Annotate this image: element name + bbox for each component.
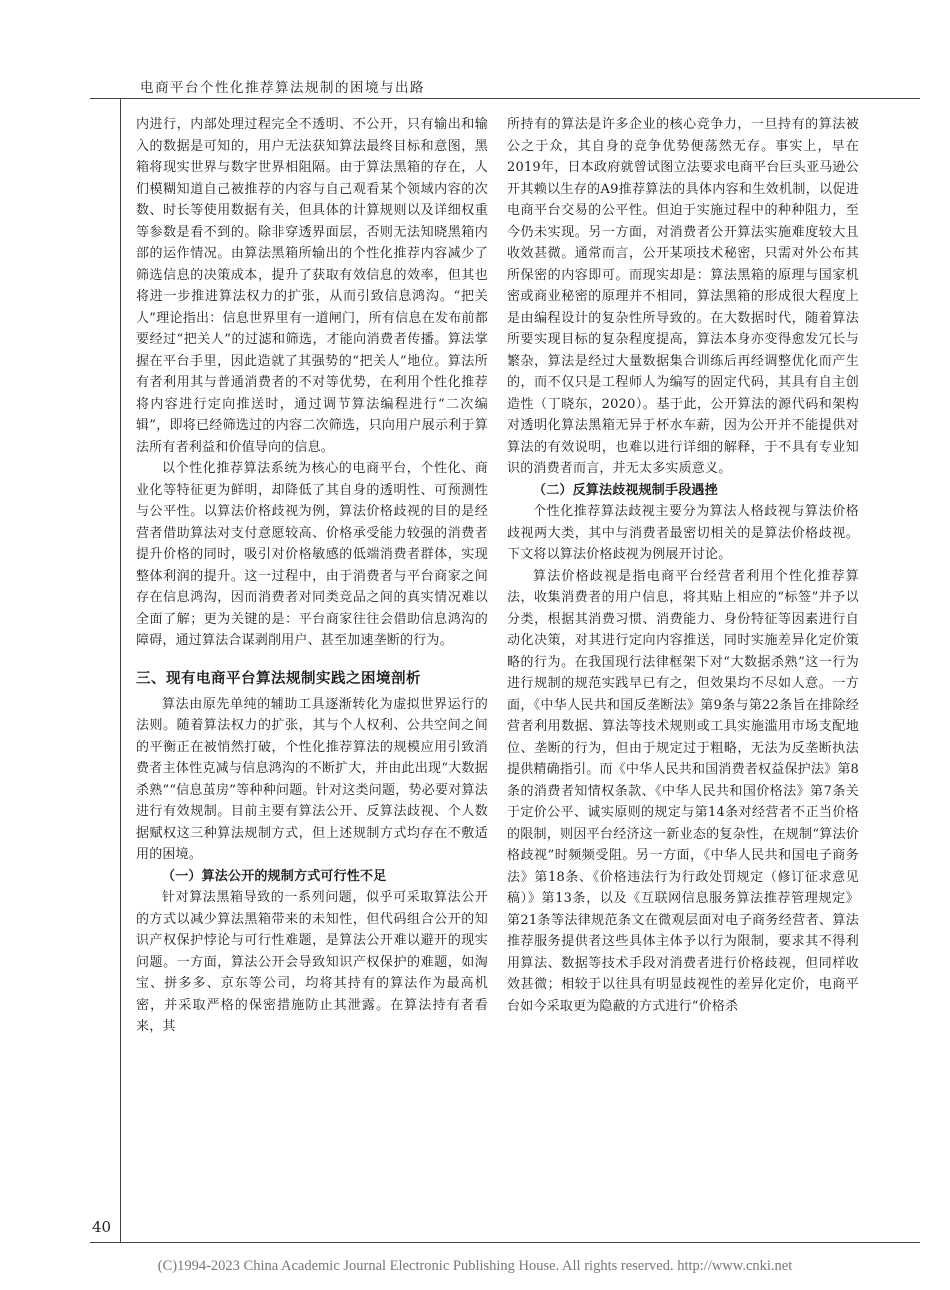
section-heading: 三、现有电商平台算法规制实践之困境剖析 xyxy=(136,670,421,687)
paragraph: 个性化推荐算法歧视主要分为算法人格歧视与算法价格歧视两大类，其中与消费者最密切相关的是算法价格歧视。下文将以算法价格歧视为例展开讨论。 xyxy=(507,504,859,562)
paragraph: 算法价格歧视是指电商平台经营者利用个性化推荐算法，收集消费者的用户信息，将其贴上相应的“标签”并予以分类，根据其消费习惯、消费能力、身份特征等因素进行自动化决策，对其进行定向内容推送，同时实施差异化定价策略的行为。在我国现行法律框架下对“大数据杀熟”这一行为进行规制的规范实践早已有之，但效果均不尽如人意。一方面，《中华人民共和国反垄断法》第9条与第22条旨在排除经营者利用数据、算法等技术规则或工具实施滥用市场支配地位、垄断的行为，但由于规定过于粗略，无法为反垄断执法提供精确指引。而《中华人民共和国消费者权益保护法》第8条的消费者知情权条款、《中华人民共和国价格法》第7条关于定价公平、诚实原则的规定与第14条对经营者不正当价格的限制，则因平台经济这一新业态的复杂性，在规制“算法价格歧视”时频频受阻。另一方面，《中华人民共和国电子商务法》第18条、《价格违法行为行政处罚规定（修订征求意见稿）》第13条，以及《互联网信息服务算法推荐管理规定》第21条等法律规范条文在微观层面对电子商务经营者、算法推荐服务提供者这些具体主体予以行为限制，要求其不得利用算法、数据等技术手段对消费者进行价格歧视，但同样收效甚微；相较于以往具有明显歧视性的差异化定价，电商平台如今采取更为隐蔽的方式进行“价格杀 xyxy=(507,568,859,1014)
footer-rule xyxy=(90,1242,920,1243)
paragraph: 针对算法黑箱导致的一系列问题，似乎可采取算法公开的方式以减少算法黑箱带来的未知性，但代码组合公开的知识产权保护悖论与可行性难题，是算法公开难以避开的现实问题。一方面，算法公开会导致知识产权保护的难题，如淘宝、拼多多、京东等公司，均将其持有的算法作为最高机密，并采取严格的保密措施防止其泄露。在算法持有者看来，其 xyxy=(136,890,488,1034)
subsection-heading: （二）反算法歧视规制手段遇挫 xyxy=(533,482,718,498)
running-title: 电商平台个性化推荐算法规制的困境与出路 xyxy=(140,80,425,96)
paragraph: 内进行，内部处理过程完全不透明、不公开，只有输出和输入的数据是可知的，用户无法获知算法最终目标和意图，黑箱将现实世界与数字世界相阻隔。由于算法黑箱的存在，人们模糊知道自己被推荐的内容与自己观看某个领域内容的次数、时长等使用数据有关，但具体的计算规则以及详细权重等参数是看不到的。除非穿透界面层，否则无法知晓黑箱内部的运作情况。由算法黑箱所输出的个性化推荐内容减少了筛选信息的决策成本，提升了获取有效信息的效率，但其也将进一步推进算法权力的扩张，从而引致信息鸿沟。“把关人”理论指出：信息世界里有一道闸门，所有信息在发布前都要经过“把关人”的过滤和筛选，才能向消费者传播。算法掌握在平台手里，因此造就了其强势的“把关人”地位。算法所有者利用其与普通消费者的不对等优势，在利用个性化推荐将内容进行定向推送时，通过调节算法编程进行“二次编辑”，即将已经筛选过的内容二次筛选，只向用户展示利于算法所有者利益和价值导向的信息。 xyxy=(136,117,488,455)
left-column xyxy=(136,114,488,1038)
subsection-heading: （一）算法公开的规制方式可行性不足 xyxy=(162,868,387,884)
paragraph: 算法由原先单纯的辅助工具逐渐转化为虚拟世界运行的法则。随着算法权力的扩张，其与个人权利、公共空间之间的平衡正在被悄然打破，个性化推荐算法的规模应用引致消费者主体性克减与信息鸿沟的不断扩大，并由此出现“大数据杀熟”“信息茧房”等种种问题。针对这类问题，势必要对算法进行有效规制。目前主要有算法公开、反算法歧视、个人数据赋权这三种算法规制方式，但上述规制方式均存在不敷适用的困境。 xyxy=(136,696,488,862)
paragraph: 以个性化推荐算法系统为核心的电商平台，个性化、商业化等特征更为鲜明，却降低了其自身的透明性、可预测性与公平性。以算法价格歧视为例，算法价格歧视的目的是经营者借助算法对支付意愿较高、价格承受能力较强的消费者提升价格的同时，吸引对价格敏感的低端消费者群体，实现整体利润的提升。这一过程中，由于消费者与平台商家之间存在信息鸿沟，因而消费者对同类竞品之间的真实情况难以全面了解；更为关键的是：平台商家往往会借助信息鸿沟的障碍，通过算法合谋剥削用户、甚至加速垄断的行为。 xyxy=(136,461,488,648)
right-column xyxy=(507,114,859,1017)
page-number: 40 xyxy=(92,1218,112,1236)
paragraph: 所持有的算法是许多企业的核心竞争力，一旦持有的算法被公之于众，其自身的竞争优势便荡然无存。事实上，早在2019年，日本政府就曾试图立法要求电商平台巨头亚马逊公开其赖以生存的A9推荐算法的具体内容和生效机制，以促进电商平台交易的公平性。但迫于实施过程中的种种阻力，至今仍未实现。另一方面，对消费者公开算法实施难度较大且收效甚微。通常而言，公开某项技术秘密，只需对外公布其所保密的内容即可。而现实却是：算法黑箱的原理与国家机密或商业秘密的原理并不相同，算法黑箱的形成很大程度上是由编程设计的复杂性所导致的。在大数据时代，随着算法所要实现目标的复杂程度提高，算法本身亦变得愈发冗长与繁杂，算法是经过大量数据集合训练后再经调整优化而产生的，而不仅只是工程师人为编写的固定代码，其具有自主创造性（丁晓东，2020）。基于此，公开算法的源代码和架构对透明化算法黑箱无异于杯水车薪，因为公开并不能提供对算法的有效说明，也难以进行详细的解释，于不具有专业知识的消费者而言，并无太多实质意义。 xyxy=(507,117,859,476)
margin-rule xyxy=(120,98,121,1242)
header-rule xyxy=(90,98,920,99)
copyright-footer: (C)1994-2023 China Academic Journal Electronic Publishing House. All rights reserved. http://www.cnki.net xyxy=(157,1258,793,1274)
